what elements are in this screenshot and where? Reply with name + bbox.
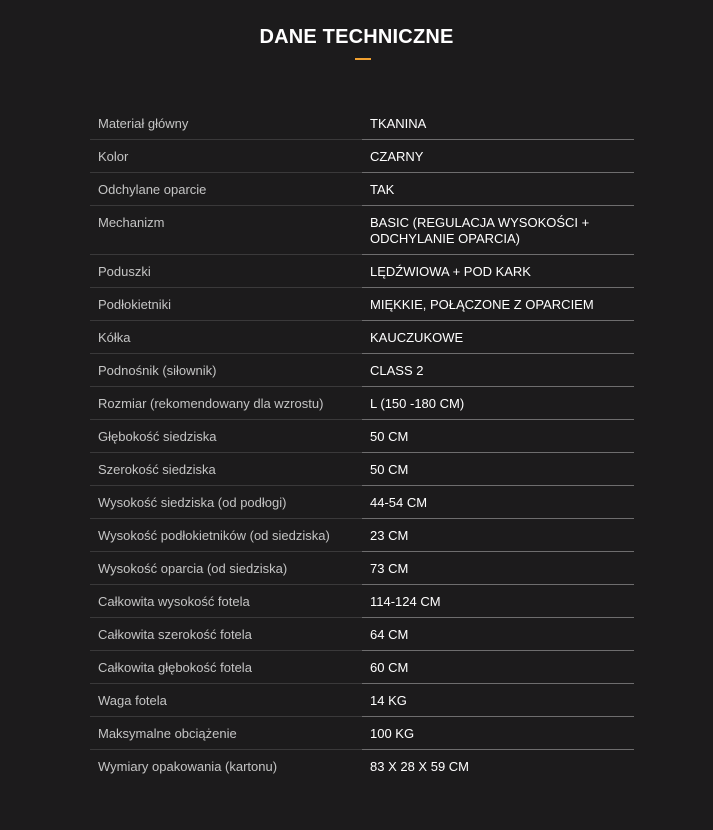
spec-label: Całkowita głębokość fotela xyxy=(90,651,362,684)
spec-value: LĘDŹWIOWA + POD KARK xyxy=(362,255,634,288)
spec-label: Materiał główny xyxy=(90,107,362,140)
spec-value: 64 CM xyxy=(362,618,634,651)
spec-row xyxy=(90,453,634,486)
spec-value: 50 CM xyxy=(362,420,634,453)
spec-row xyxy=(90,519,634,552)
spec-value: TKANINA xyxy=(362,107,634,140)
spec-row xyxy=(90,140,634,173)
spec-row xyxy=(90,354,634,387)
spec-row xyxy=(90,684,634,717)
spec-row xyxy=(90,321,634,354)
spec-row xyxy=(90,107,634,140)
spec-row xyxy=(90,552,634,585)
spec-value: L (150 -180 CM) xyxy=(362,387,634,420)
spec-label: Wysokość oparcia (od siedziska) xyxy=(90,552,362,585)
spec-row xyxy=(90,206,634,255)
spec-value: 100 KG xyxy=(362,717,634,750)
spec-row xyxy=(90,173,634,206)
spec-row xyxy=(90,288,634,321)
spec-row xyxy=(90,486,634,519)
spec-label: Całkowita szerokość fotela xyxy=(90,618,362,651)
spec-value: MIĘKKIE, POŁĄCZONE Z OPARCIEM xyxy=(362,288,634,321)
spec-label: Szerokość siedziska xyxy=(90,453,362,486)
spec-value: 14 KG xyxy=(362,684,634,717)
spec-label: Kolor xyxy=(90,140,362,173)
specs-table xyxy=(90,107,634,783)
spec-label: Kółka xyxy=(90,321,362,354)
spec-value: 50 CM xyxy=(362,453,634,486)
spec-label: Rozmiar (rekomendowany dla wzrostu) xyxy=(90,387,362,420)
spec-label: Głębokość siedziska xyxy=(90,420,362,453)
section-title: DANE TECHNICZNE xyxy=(259,26,454,48)
spec-row xyxy=(90,420,634,453)
spec-label: Poduszki xyxy=(90,255,362,288)
spec-value: KAUCZUKOWE xyxy=(362,321,634,354)
spec-row xyxy=(90,717,634,750)
spec-value: CLASS 2 xyxy=(362,354,634,387)
spec-value: 60 CM xyxy=(362,651,634,684)
spec-label: Maksymalne obciążenie xyxy=(90,717,362,750)
spec-row xyxy=(90,651,634,684)
spec-value: BASIC (REGULACJA WYSOKOŚCI + ODCHYLANIE OPARCIA) xyxy=(362,206,634,255)
spec-value: 44-54 CM xyxy=(362,486,634,519)
spec-label: Podnośnik (siłownik) xyxy=(90,354,362,387)
spec-row xyxy=(90,255,634,288)
spec-value: 114-124 CM xyxy=(362,585,634,618)
spec-value: TAK xyxy=(362,173,634,206)
spec-row xyxy=(90,750,634,783)
spec-row xyxy=(90,618,634,651)
spec-value: 23 CM xyxy=(362,519,634,552)
spec-label: Odchylane oparcie xyxy=(90,173,362,206)
spec-label: Wysokość podłokietników (od siedziska) xyxy=(90,519,362,552)
spec-value: 83 X 28 X 59 CM xyxy=(370,759,469,774)
spec-label: Mechanizm xyxy=(90,206,362,255)
spec-label: Całkowita wysokość fotela xyxy=(90,585,362,618)
title-accent-line xyxy=(355,58,371,60)
spec-row xyxy=(90,585,634,618)
spec-label: Waga fotela xyxy=(90,684,362,717)
spec-value: CZARNY xyxy=(362,140,634,173)
spec-row xyxy=(90,387,634,420)
spec-label: Wysokość siedziska (od podłogi) xyxy=(90,486,362,519)
spec-value: 73 CM xyxy=(362,552,634,585)
spec-label: Wymiary opakowania (kartonu) xyxy=(98,759,278,774)
spec-label: Podłokietniki xyxy=(90,288,362,321)
